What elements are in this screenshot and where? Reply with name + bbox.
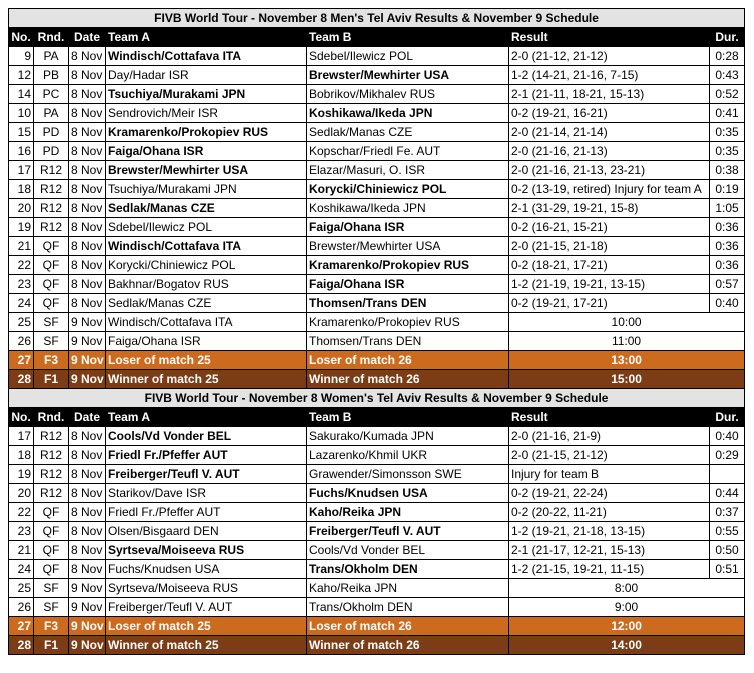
duration: 0:38 [710,161,745,180]
match-row [9,541,745,560]
header-team-a: Team A [106,408,307,427]
start-time: 14:00 [509,636,745,655]
section-title-row [9,9,745,28]
start-time: 9:00 [509,598,745,617]
match-date: 9 Nov [69,332,106,351]
duration: 0:50 [710,541,745,560]
match-number: 18 [9,180,34,199]
team-b: Freiberger/Teufl V. AUT [307,522,509,541]
match-row [9,522,745,541]
duration: 0:35 [710,142,745,161]
duration: 0:52 [710,85,745,104]
match-date: 8 Nov [69,199,106,218]
round: SF [34,313,69,332]
match-row [9,66,745,85]
team-a: Faiga/Ohana ISR [106,332,307,351]
team-a: Cools/Vd Vonder BEL [106,427,307,446]
result: 2-0 (21-15, 21-18) [509,237,710,256]
match-date: 8 Nov [69,180,106,199]
result: 2-0 (21-16, 21-13, 23-21) [509,161,710,180]
header-dur: Dur. [710,28,745,47]
duration: 0:29 [710,446,745,465]
team-a: Sdebel/Ilewicz POL [106,218,307,237]
duration: 1:05 [710,199,745,218]
team-b: Sdebel/Ilewicz POL [307,47,509,66]
round: R12 [34,427,69,446]
team-b: Cools/Vd Vonder BEL [307,541,509,560]
team-a: Friedl Fr./Pfeffer AUT [106,446,307,465]
result: 1-2 (21-15, 19-21, 11-15) [509,560,710,579]
duration: 0:35 [710,123,745,142]
team-a: Friedl Fr./Pfeffer AUT [106,503,307,522]
match-date: 9 Nov [69,636,106,655]
match-row [9,484,745,503]
result: 2-0 (21-15, 21-12) [509,446,710,465]
team-b: Trans/Okholm DEN [307,598,509,617]
team-a: Freiberger/Teufl V. AUT [106,465,307,484]
team-a: Kramarenko/Prokopiev RUS [106,123,307,142]
match-number: 21 [9,541,34,560]
match-number: 26 [9,332,34,351]
match-row [9,465,745,484]
round: R12 [34,484,69,503]
match-number: 10 [9,104,34,123]
results-table-body [9,9,745,655]
team-b: Korycki/Chiniewicz POL [307,180,509,199]
match-number: 19 [9,218,34,237]
start-time: 15:00 [509,370,745,389]
match-row [9,636,745,655]
result: 1-2 (19-21, 21-18, 13-15) [509,522,710,541]
duration: 0:57 [710,275,745,294]
team-a: Winner of match 25 [106,370,307,389]
match-date: 8 Nov [69,275,106,294]
team-b: Sakurako/Kumada JPN [307,427,509,446]
match-row [9,237,745,256]
match-row [9,123,745,142]
match-date: 8 Nov [69,560,106,579]
match-date: 8 Nov [69,541,106,560]
match-number: 23 [9,522,34,541]
match-date: 9 Nov [69,617,106,636]
match-date: 9 Nov [69,370,106,389]
round: R12 [34,161,69,180]
team-b: Loser of match 26 [307,351,509,370]
result: 0-2 (20-22, 11-21) [509,503,710,522]
round: R12 [34,180,69,199]
header-team-b: Team B [307,408,509,427]
team-b: Thomsen/Trans DEN [307,332,509,351]
result: 2-1 (31-29, 19-21, 15-8) [509,199,710,218]
duration: 0:40 [710,427,745,446]
round: R12 [34,446,69,465]
team-b: Brewster/Mewhirter USA [307,66,509,85]
match-row [9,351,745,370]
match-row [9,294,745,313]
team-a: Bakhnar/Bogatov RUS [106,275,307,294]
team-a: Day/Hadar ISR [106,66,307,85]
result: 0-2 (13-19, retired) Injury for team A [509,180,710,199]
team-b: Kaho/Reika JPN [307,503,509,522]
team-a: Freiberger/Teufl V. AUT [106,598,307,617]
round: PD [34,123,69,142]
round: QF [34,256,69,275]
result: 2-0 (21-14, 21-14) [509,123,710,142]
match-date: 8 Nov [69,85,106,104]
duration: 0:44 [710,484,745,503]
match-number: 9 [9,47,34,66]
result: 0-2 (19-21, 22-24) [509,484,710,503]
round: SF [34,579,69,598]
match-number: 18 [9,446,34,465]
round: PA [34,47,69,66]
team-a: Korycki/Chiniewicz POL [106,256,307,275]
match-row [9,142,745,161]
match-number: 14 [9,85,34,104]
round: QF [34,560,69,579]
round: QF [34,522,69,541]
match-row [9,617,745,636]
round: QF [34,503,69,522]
duration: 0:43 [710,66,745,85]
round: PA [34,104,69,123]
match-date: 8 Nov [69,427,106,446]
match-number: 12 [9,66,34,85]
team-a: Tsuchiya/Murakami JPN [106,180,307,199]
match-row [9,427,745,446]
match-date: 8 Nov [69,142,106,161]
section-title-row [9,389,745,408]
match-date: 8 Nov [69,66,106,85]
team-b: Trans/Okholm DEN [307,560,509,579]
header-row [9,408,745,427]
team-b: Faiga/Ohana ISR [307,275,509,294]
match-row [9,218,745,237]
match-row [9,161,745,180]
schedule-sheet [8,8,744,655]
header-result: Result [509,28,710,47]
start-time: 12:00 [509,617,745,636]
section-title: FIVB World Tour - November 8 Women's Tel Aviv Results & November 9 Schedule [9,389,745,408]
header-row [9,28,745,47]
match-row [9,560,745,579]
team-b: Bobrikov/Mikhalev RUS [307,85,509,104]
match-date: 9 Nov [69,351,106,370]
header-result: Result [509,408,710,427]
team-b: Winner of match 26 [307,370,509,389]
match-date: 9 Nov [69,579,106,598]
duration: 0:51 [710,560,745,579]
team-a: Tsuchiya/Murakami JPN [106,85,307,104]
header-no: No. [9,28,34,47]
team-b: Kaho/Reika JPN [307,579,509,598]
team-a: Starikov/Dave ISR [106,484,307,503]
round: QF [34,275,69,294]
team-b: Kramarenko/Prokopiev RUS [307,256,509,275]
match-row [9,275,745,294]
match-date: 8 Nov [69,446,106,465]
team-b: Kramarenko/Prokopiev RUS [307,313,509,332]
match-number: 26 [9,598,34,617]
match-number: 17 [9,427,34,446]
match-number: 24 [9,294,34,313]
team-a: Sedlak/Manas CZE [106,199,307,218]
round: F1 [34,370,69,389]
round: QF [34,294,69,313]
header-team-b: Team B [307,28,509,47]
match-date: 8 Nov [69,484,106,503]
team-a: Faiga/Ohana ISR [106,142,307,161]
match-date: 8 Nov [69,294,106,313]
team-a: Loser of match 25 [106,351,307,370]
match-number: 25 [9,313,34,332]
match-row [9,199,745,218]
header-date: Date [69,28,106,47]
team-b: Brewster/Mewhirter USA [307,237,509,256]
match-row [9,598,745,617]
round: PD [34,142,69,161]
match-row [9,85,745,104]
team-b: Winner of match 26 [307,636,509,655]
start-time: 8:00 [509,579,745,598]
team-a: Syrtseva/Moiseeva RUS [106,541,307,560]
match-date: 9 Nov [69,313,106,332]
team-a: Olsen/Bisgaard DEN [106,522,307,541]
duration: 0:36 [710,256,745,275]
match-date: 8 Nov [69,218,106,237]
team-b: Kopschar/Friedl Fe. AUT [307,142,509,161]
match-date: 9 Nov [69,598,106,617]
match-number: 17 [9,161,34,180]
round: SF [34,598,69,617]
duration: 0:55 [710,522,745,541]
match-number: 23 [9,275,34,294]
team-b: Koshikawa/Ikeda JPN [307,104,509,123]
match-number: 27 [9,617,34,636]
match-number: 20 [9,199,34,218]
match-number: 28 [9,636,34,655]
section-title: FIVB World Tour - November 8 Men's Tel Aviv Results & November 9 Schedule [9,9,745,28]
match-row [9,446,745,465]
match-date: 8 Nov [69,123,106,142]
duration: 0:40 [710,294,745,313]
team-a: Loser of match 25 [106,617,307,636]
header-no: No. [9,408,34,427]
round: R12 [34,465,69,484]
duration: 0:36 [710,218,745,237]
team-a: Fuchs/Knudsen USA [106,560,307,579]
result: 0-2 (18-21, 17-21) [509,256,710,275]
round: QF [34,237,69,256]
round: R12 [34,199,69,218]
team-b: Elazar/Masuri, O. ISR [307,161,509,180]
team-a: Sedlak/Manas CZE [106,294,307,313]
match-number: 16 [9,142,34,161]
match-date: 8 Nov [69,465,106,484]
duration: 0:28 [710,47,745,66]
match-number: 22 [9,256,34,275]
match-row [9,256,745,275]
start-time: 13:00 [509,351,745,370]
duration: 0:36 [710,237,745,256]
match-number: 25 [9,579,34,598]
header-team-a: Team A [106,28,307,47]
header-dur: Dur. [710,408,745,427]
match-row [9,47,745,66]
match-row [9,579,745,598]
round: SF [34,332,69,351]
result: 2-1 (21-11, 18-21, 15-13) [509,85,710,104]
match-row [9,503,745,522]
match-row [9,180,745,199]
match-date: 8 Nov [69,522,106,541]
round: F1 [34,636,69,655]
match-number: 21 [9,237,34,256]
results-table [8,8,745,655]
team-a: Sendrovich/Meir ISR [106,104,307,123]
team-b: Fuchs/Knudsen USA [307,484,509,503]
team-b: Thomsen/Trans DEN [307,294,509,313]
header-rnd: Rnd. [34,28,69,47]
match-date: 8 Nov [69,237,106,256]
duration: 0:37 [710,503,745,522]
team-a: Windisch/Cottafava ITA [106,47,307,66]
team-a: Windisch/Cottafava ITA [106,313,307,332]
team-a: Winner of match 25 [106,636,307,655]
result: 2-0 (21-16, 21-9) [509,427,710,446]
round: PB [34,66,69,85]
duration [710,465,745,484]
match-row [9,104,745,123]
round: F3 [34,617,69,636]
duration: 0:19 [710,180,745,199]
match-date: 8 Nov [69,256,106,275]
result: 0-2 (19-21, 17-21) [509,294,710,313]
team-b: Grawender/Simonsson SWE [307,465,509,484]
start-time: 10:00 [509,313,745,332]
result: 0-2 (19-21, 16-21) [509,104,710,123]
duration: 0:41 [710,104,745,123]
team-b: Koshikawa/Ikeda JPN [307,199,509,218]
match-row [9,332,745,351]
result: 2-0 (21-16, 21-13) [509,142,710,161]
match-row [9,313,745,332]
result: 1-2 (21-19, 19-21, 13-15) [509,275,710,294]
header-rnd: Rnd. [34,408,69,427]
result: 0-2 (16-21, 15-21) [509,218,710,237]
team-a: Brewster/Mewhirter USA [106,161,307,180]
team-b: Loser of match 26 [307,617,509,636]
team-b: Lazarenko/Khmil UKR [307,446,509,465]
match-number: 19 [9,465,34,484]
match-row [9,370,745,389]
match-number: 24 [9,560,34,579]
match-date: 8 Nov [69,104,106,123]
match-date: 8 Nov [69,161,106,180]
match-number: 15 [9,123,34,142]
match-number: 28 [9,370,34,389]
round: R12 [34,218,69,237]
round: F3 [34,351,69,370]
header-date: Date [69,408,106,427]
team-b: Faiga/Ohana ISR [307,218,509,237]
match-date: 8 Nov [69,47,106,66]
team-a: Windisch/Cottafava ITA [106,237,307,256]
result: Injury for team B [509,465,710,484]
result: 1-2 (14-21, 21-16, 7-15) [509,66,710,85]
match-number: 22 [9,503,34,522]
match-number: 27 [9,351,34,370]
team-a: Syrtseva/Moiseeva RUS [106,579,307,598]
round: QF [34,541,69,560]
match-number: 20 [9,484,34,503]
result: 2-0 (21-12, 21-12) [509,47,710,66]
round: PC [34,85,69,104]
start-time: 11:00 [509,332,745,351]
team-b: Sedlak/Manas CZE [307,123,509,142]
match-date: 8 Nov [69,503,106,522]
result: 2-1 (21-17, 12-21, 15-13) [509,541,710,560]
